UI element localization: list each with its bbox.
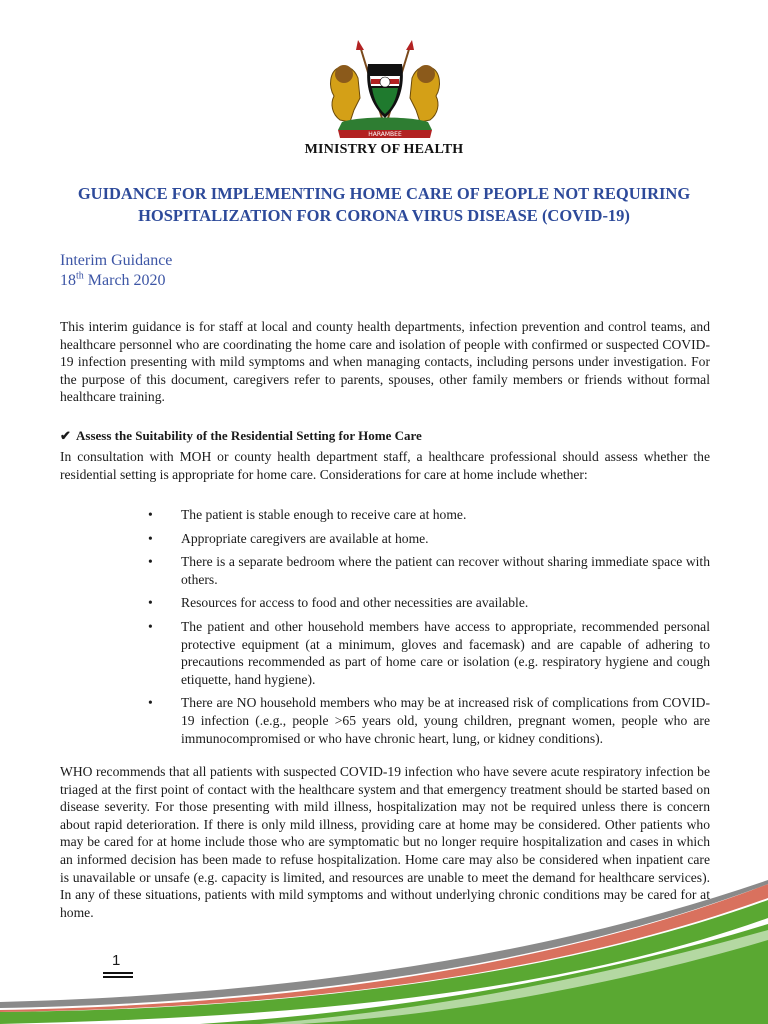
ministry-name: MINISTRY OF HEALTH bbox=[304, 142, 464, 157]
page-number-rule bbox=[103, 976, 133, 978]
section-heading bbox=[60, 428, 422, 444]
closing-paragraph: WHO recommends that all patients with suspected COVID-19 infection who have severe acute respiratory infection be triaged at the first point of contact with the healthcare system and that emergency treatment should be started based on disease severity. For those presenting with mild illness, hospitalization may not be required unless there is concern about rapid deterioration. If there is only mild illness, providing care at home may be considered. Other patients who may be cared for at home include those who are symptomatic but no longer require hospitalization and cases in which an informed decision has been made to refuse hospitalization. Home care may also be considered when inpatient care is unavailable or unsafe (e.g. capacity is limited, and resources are unable to meet the demand for healthcare services). In any of these situations, patients with mild symptoms and without underlying chronic conditions may be cared for at home. bbox=[60, 764, 710, 920]
considerations-list bbox=[60, 506, 710, 753]
document-meta bbox=[60, 251, 172, 291]
page-number: 1 bbox=[112, 952, 121, 969]
list-item: • Resources for access to food and other necessities are available. bbox=[148, 595, 529, 611]
list-item: • There is a separate bedroom where the patient can recover without sharing immediate space with others. bbox=[148, 554, 710, 587]
date-month-year: March 2020 bbox=[83, 272, 166, 289]
list-item: • The patient is stable enough to receive care at home. bbox=[148, 507, 467, 522]
title-line-1: GUIDANCE FOR IMPLEMENTING HOME CARE OF PEOPLE NOT REQUIRING bbox=[77, 184, 691, 203]
date-day: 18 bbox=[60, 272, 76, 289]
list-item: • There are NO household members who may be at increased risk of complications from COVID-19 infection (.e.g., people >65 years old, young children, pregnant women, people who are immunocompromised or who have chronic heart, lung, or kidney conditions). bbox=[148, 695, 710, 746]
bullet-icon: • bbox=[148, 695, 153, 711]
bullet-icon: • bbox=[148, 530, 153, 546]
section-paragraph: In consultation with MOH or county health department staff, a healthcare professional should assess whether the residential setting is appropriate for home care. Considerations for care at home include whether: bbox=[60, 449, 710, 482]
section-heading-text: Assess the Suitability of the Residential Setting for Home Care bbox=[76, 428, 422, 443]
crest-motto-text: HARAMBEE bbox=[368, 131, 402, 138]
bullet-icon: • bbox=[148, 618, 153, 634]
checkmark-icon: ✔ bbox=[60, 428, 71, 443]
date-suffix: th bbox=[76, 270, 84, 282]
bullet-icon: • bbox=[148, 595, 153, 611]
title-line-2: HOSPITALIZATION FOR CORONA VIRUS DISEASE (COVID-19) bbox=[138, 206, 630, 225]
coat-of-arms-logo bbox=[320, 38, 450, 146]
document-title bbox=[40, 183, 728, 227]
bullet-icon: • bbox=[148, 507, 153, 522]
list-item: • The patient and other household members have access to appropriate, recommended personal protective equipment (at a minimum, gloves and facemask) and are capable of adhering to precautions recommended as part of home care or isolation (e.g. respiratory hygiene and cough etiquette, hand hygiene). bbox=[148, 618, 710, 687]
guidance-date bbox=[60, 271, 172, 291]
guidance-label: Interim Guidance bbox=[60, 252, 173, 269]
intro-paragraph: This interim guidance is for staff at local and county health departments, infection prevention and control teams, and healthcare personnel who are coordinating the home care and isolation of people with confirmed or suspected COVID-19 infection presenting with mild symptoms and when managing contacts, including persons under investigation. For the purpose of this document, caregivers refer to parents, spouses, other family members or friends without formal healthcare training. bbox=[60, 319, 710, 405]
list-item: • Appropriate caregivers are available at home. bbox=[148, 530, 429, 546]
bullet-icon: • bbox=[148, 554, 153, 570]
page-number-rule bbox=[103, 972, 133, 974]
